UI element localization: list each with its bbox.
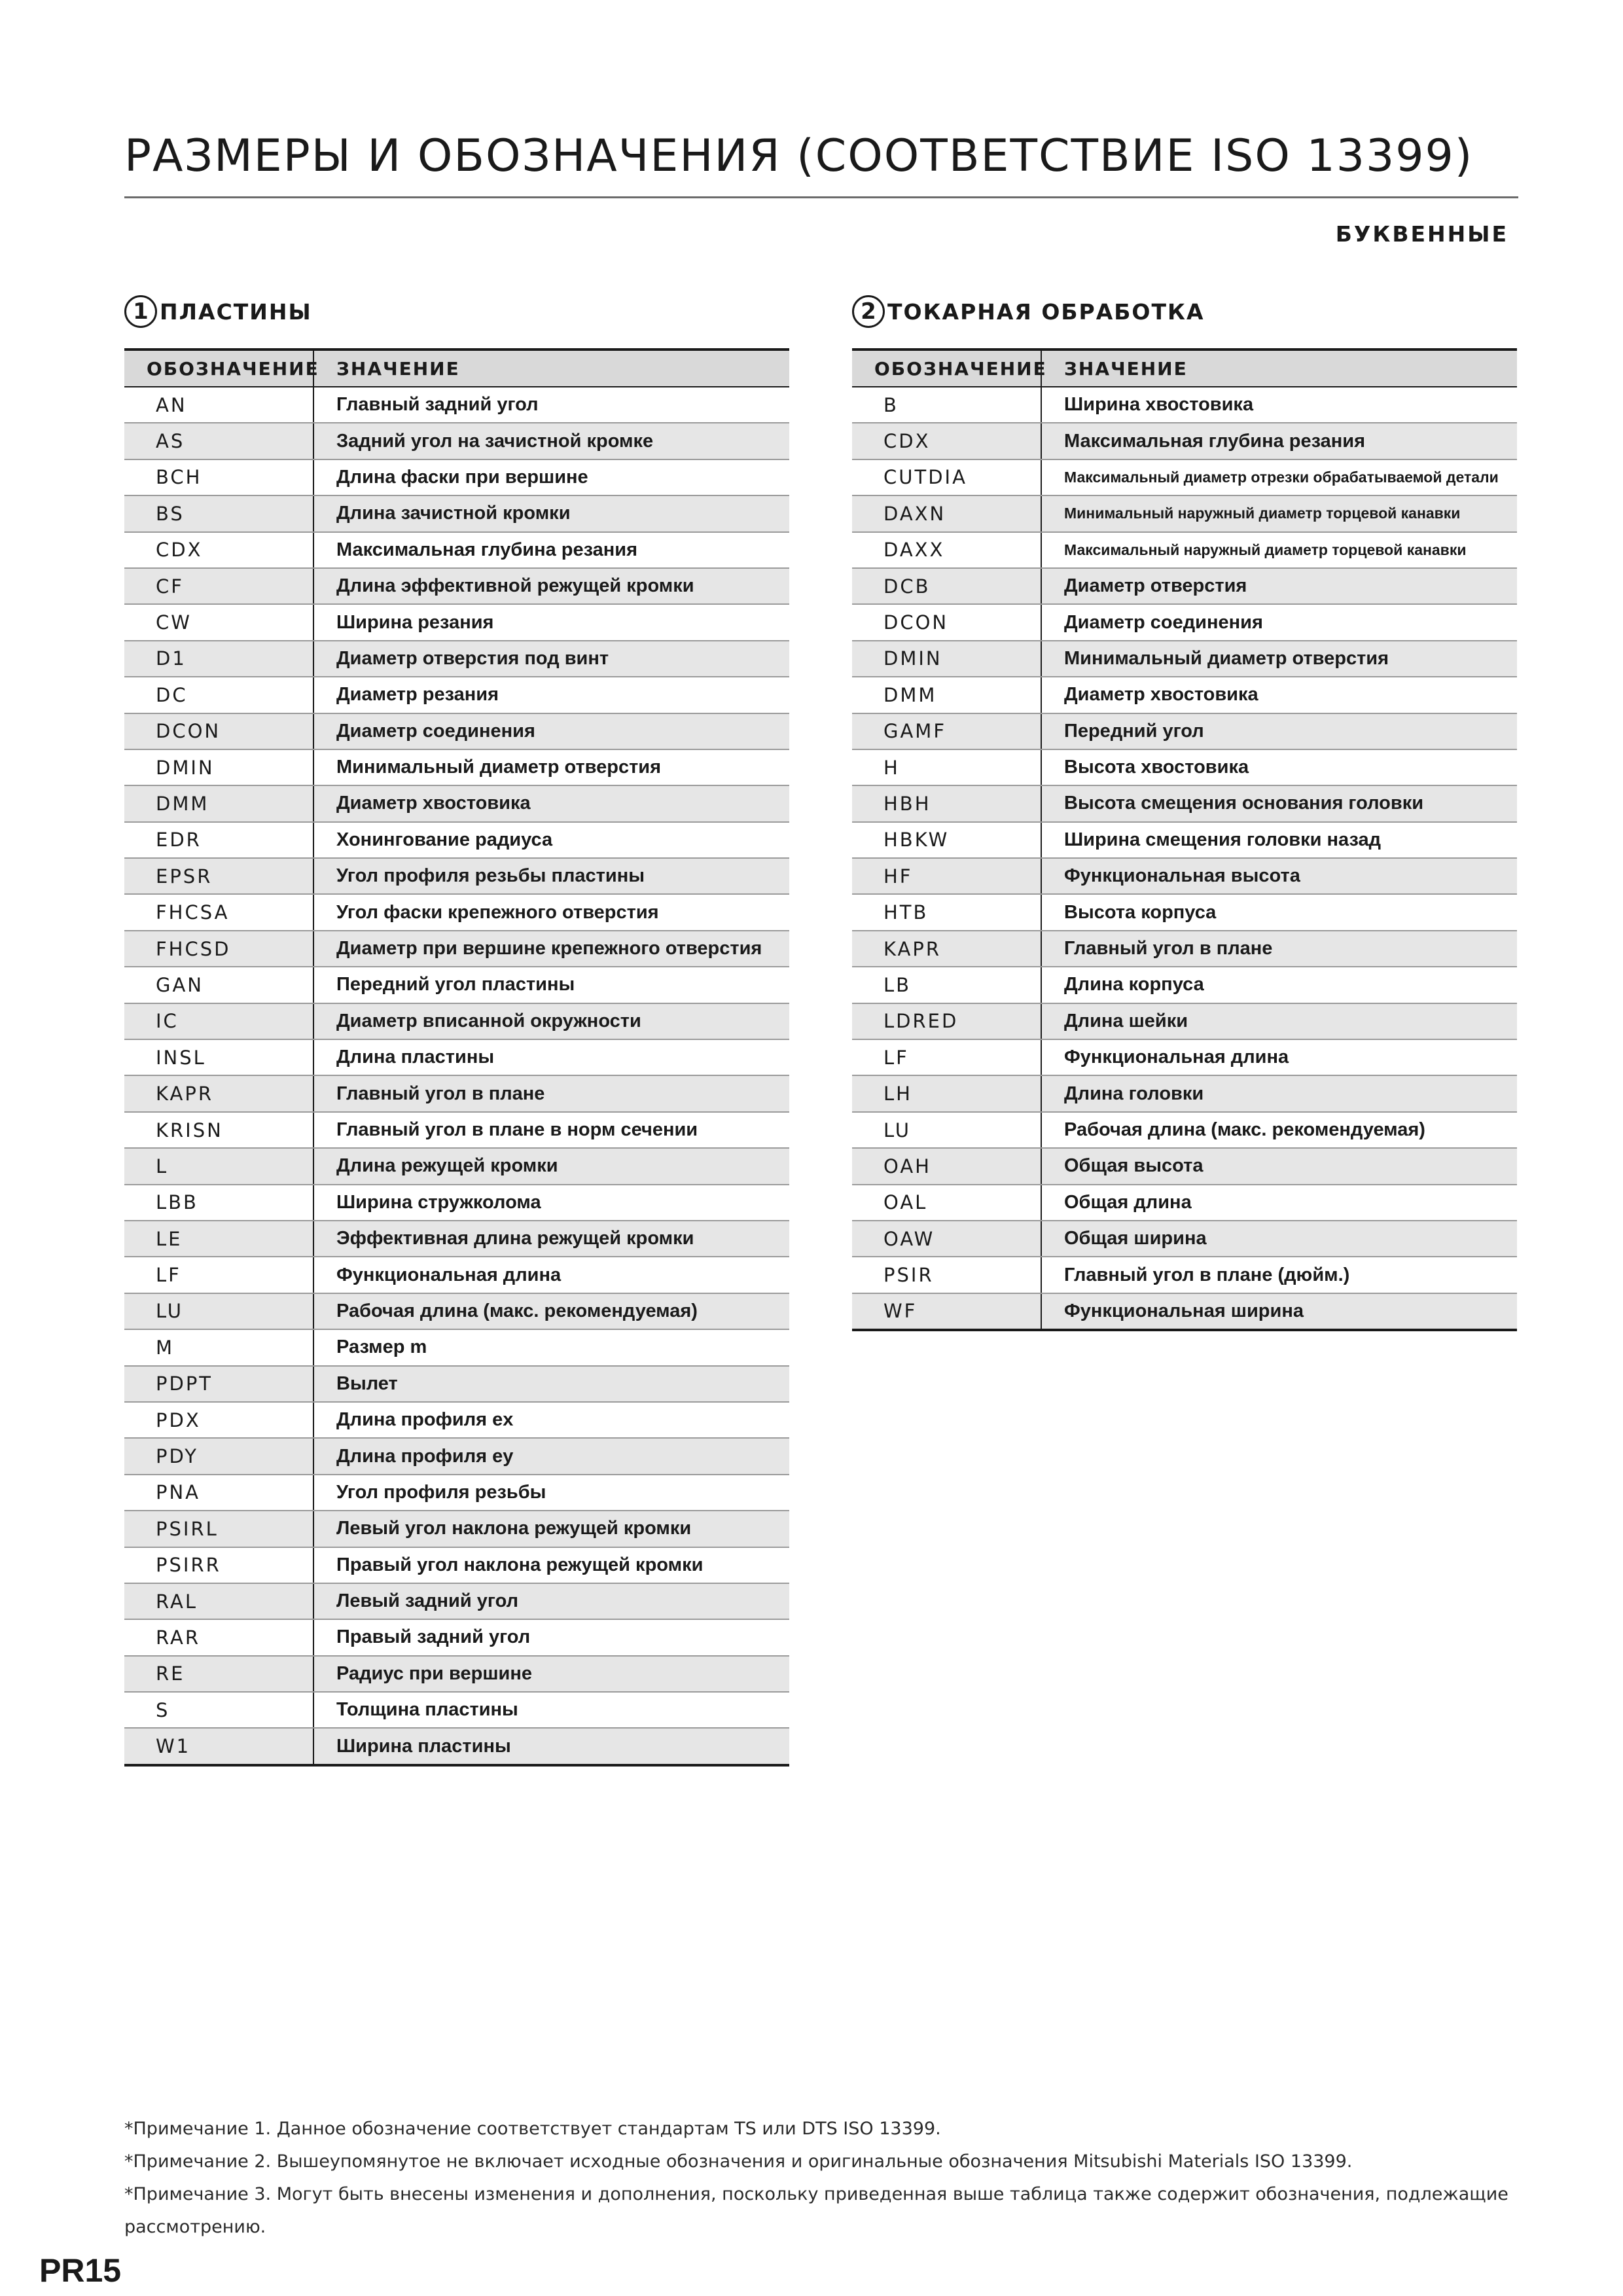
table-row — [124, 1366, 789, 1402]
meaning-cell: Левый угол наклона режущей кромки — [313, 1511, 789, 1547]
designation-cell: OAW — [852, 1221, 1041, 1257]
table-row — [124, 1221, 789, 1257]
meaning-cell: Функциональная ширина — [1041, 1293, 1517, 1330]
meaning-cell: Общая ширина — [1041, 1221, 1517, 1257]
meaning-cell: Главный задний угол — [313, 387, 789, 423]
turning-table-body — [852, 387, 1517, 1330]
designation-cell: INSL — [124, 1039, 313, 1075]
turning-table — [852, 348, 1517, 1331]
table-row — [124, 931, 789, 967]
table-header-row — [852, 350, 1517, 387]
page-number: PR15 — [39, 2252, 122, 2289]
table-row — [852, 641, 1517, 677]
meaning-cell: Минимальный диаметр отверстия — [1041, 641, 1517, 677]
table-row — [124, 1293, 789, 1329]
table-row — [852, 1148, 1517, 1184]
meaning-cell: Общая высота — [1041, 1148, 1517, 1184]
designation-cell: KRISN — [124, 1112, 313, 1148]
designation-cell: PSIRL — [124, 1511, 313, 1547]
meaning-cell: Ширина резания — [313, 604, 789, 640]
meaning-cell: Высота корпуса — [1041, 894, 1517, 930]
designation-cell: B — [852, 387, 1041, 423]
designation-cell: D1 — [124, 641, 313, 677]
table-row — [852, 423, 1517, 459]
table-row — [124, 858, 789, 894]
page-title: РАЗМЕРЫ И ОБОЗНАЧЕНИЯ (СООТВЕТСТВИЕ ISO 13399) — [124, 130, 1474, 182]
footnote: *Примечание 3. Могут быть внесены изменения и дополнения, поскольку приведенная выше таблица также содержит обозначения, подлежащие рассмотрению. — [124, 2184, 1508, 2237]
table-row — [124, 1583, 789, 1619]
table-row — [124, 568, 789, 604]
designation-cell: FHCSD — [124, 931, 313, 967]
designation-cell: DMIN — [852, 641, 1041, 677]
meaning-cell: Хонингование радиуса — [313, 822, 789, 858]
designation-cell: LU — [852, 1112, 1041, 1148]
table-row — [124, 713, 789, 749]
designation-cell: OAL — [852, 1185, 1041, 1221]
meaning-cell: Длина головки — [1041, 1075, 1517, 1111]
designation-cell: DAXN — [852, 495, 1041, 531]
designation-cell: PSIR — [852, 1257, 1041, 1293]
table-row — [852, 495, 1517, 531]
designation-cell: FHCSA — [124, 894, 313, 930]
table-row — [852, 532, 1517, 568]
table-row — [852, 858, 1517, 894]
meaning-cell: Длина корпуса — [1041, 967, 1517, 1003]
meaning-cell: Максимальный наружный диаметр торцевой канавки — [1041, 532, 1517, 568]
meaning-cell: Минимальный диаметр отверстия — [313, 749, 789, 785]
designation-cell: CUTDIA — [852, 459, 1041, 495]
meaning-cell: Функциональная длина — [313, 1257, 789, 1293]
designation-cell: BCH — [124, 459, 313, 495]
designation-cell: GAN — [124, 967, 313, 1003]
designation-cell: BS — [124, 495, 313, 531]
turning-section — [852, 288, 1517, 1331]
meaning-cell: Диаметр резания — [313, 677, 789, 713]
table-row — [124, 1075, 789, 1111]
meaning-cell: Диаметр отверстия — [1041, 568, 1517, 604]
designation-cell: M — [124, 1329, 313, 1365]
inserts-section-header — [124, 288, 789, 335]
table-row — [124, 967, 789, 1003]
meaning-cell: Диаметр хвостовика — [1041, 677, 1517, 713]
turning-section-title: ТОКАРНАЯ ОБРАБОТКА — [887, 298, 1205, 325]
table-row — [852, 713, 1517, 749]
table-row — [852, 967, 1517, 1003]
inserts-section — [124, 288, 789, 1767]
designation-cell: PDY — [124, 1438, 313, 1474]
meaning-cell: Диаметр вписанной окружности — [313, 1003, 789, 1039]
meaning-cell: Длина зачистной кромки — [313, 495, 789, 531]
designation-cell: RAR — [124, 1619, 313, 1655]
table-row — [124, 1257, 789, 1293]
column-header-code: ОБОЗНАЧЕНИЕ — [124, 350, 313, 387]
meaning-cell: Длина фаски при вершине — [313, 459, 789, 495]
table-row — [124, 1511, 789, 1547]
meaning-cell: Задний угол на зачистной кромке — [313, 423, 789, 459]
designation-cell: DMIN — [124, 749, 313, 785]
table-row — [124, 1438, 789, 1474]
meaning-cell: Правый угол наклона режущей кромки — [313, 1547, 789, 1583]
meaning-cell: Диаметр соединения — [313, 713, 789, 749]
meaning-cell: Угол профиля резьбы — [313, 1475, 789, 1511]
designation-cell: DC — [124, 677, 313, 713]
meaning-cell: Длина шейки — [1041, 1003, 1517, 1039]
designation-cell: KAPR — [124, 1075, 313, 1111]
inserts-section-title: ПЛАСТИНЫ — [160, 298, 312, 325]
designation-cell: RAL — [124, 1583, 313, 1619]
table-header-row — [124, 350, 789, 387]
designation-cell: PDX — [124, 1402, 313, 1438]
designation-cell: IC — [124, 1003, 313, 1039]
meaning-cell: Диаметр при вершине крепежного отверстия — [313, 931, 789, 967]
designation-cell: WF — [852, 1293, 1041, 1330]
designation-cell: LDRED — [852, 1003, 1041, 1039]
table-row — [852, 459, 1517, 495]
designation-cell: LU — [124, 1293, 313, 1329]
designation-cell: PNA — [124, 1475, 313, 1511]
meaning-cell: Ширина стружколома — [313, 1185, 789, 1221]
designation-cell: OAH — [852, 1148, 1041, 1184]
meaning-cell: Толщина пластины — [313, 1692, 789, 1728]
table-row — [852, 1257, 1517, 1293]
inserts-table-body — [124, 387, 789, 1765]
table-row — [124, 387, 789, 423]
table-row — [852, 931, 1517, 967]
footnote: *Примечание 1. Данное обозначение соответствует стандартам TS или DTS ISO 13399. — [124, 2119, 941, 2139]
table-row — [852, 822, 1517, 858]
meaning-cell: Минимальный наружный диаметр торцевой канавки — [1041, 495, 1517, 531]
meaning-cell: Длина эффективной режущей кромки — [313, 568, 789, 604]
table-row — [124, 1112, 789, 1148]
designation-cell: CDX — [124, 532, 313, 568]
designation-cell: CDX — [852, 423, 1041, 459]
table-row — [124, 532, 789, 568]
section-number-badge: 2 — [852, 295, 885, 328]
designation-cell: W1 — [124, 1728, 313, 1765]
table-row — [124, 1547, 789, 1583]
meaning-cell: Вылет — [313, 1366, 789, 1402]
table-row — [124, 1728, 789, 1765]
designation-cell: EPSR — [124, 858, 313, 894]
meaning-cell: Ширина смещения головки назад — [1041, 822, 1517, 858]
designation-cell: H — [852, 749, 1041, 785]
meaning-cell: Главный угол в плане в норм сечении — [313, 1112, 789, 1148]
column-header-meaning: ЗНАЧЕНИЕ — [1041, 350, 1517, 387]
designation-cell: HTB — [852, 894, 1041, 930]
meaning-cell: Ширина пластины — [313, 1728, 789, 1765]
meaning-cell: Радиус при вершине — [313, 1656, 789, 1692]
table-row — [124, 1329, 789, 1365]
table-row — [124, 1402, 789, 1438]
table-row — [852, 1003, 1517, 1039]
table-row — [124, 894, 789, 930]
table-row — [124, 785, 789, 821]
meaning-cell: Угол профиля резьбы пластины — [313, 858, 789, 894]
column-header-code: ОБОЗНАЧЕНИЕ — [852, 350, 1041, 387]
designation-cell: HBH — [852, 785, 1041, 821]
designation-cell: LF — [124, 1257, 313, 1293]
category-label: БУКВЕННЫЕ — [1335, 221, 1508, 247]
meaning-cell: Диаметр хвостовика — [313, 785, 789, 821]
footnotes — [124, 2113, 1518, 2244]
meaning-cell: Ширина хвостовика — [1041, 387, 1517, 423]
meaning-cell: Длина пластины — [313, 1039, 789, 1075]
turning-section-header — [852, 288, 1517, 335]
designation-cell: DCON — [124, 713, 313, 749]
table-row — [852, 1293, 1517, 1330]
designation-cell: PDPT — [124, 1366, 313, 1402]
meaning-cell: Главный угол в плане — [313, 1075, 789, 1111]
designation-cell: CF — [124, 568, 313, 604]
section-number-badge: 1 — [124, 295, 157, 328]
designation-cell: CW — [124, 604, 313, 640]
designation-cell: LE — [124, 1221, 313, 1257]
designation-cell: LBB — [124, 1185, 313, 1221]
meaning-cell: Передний угол — [1041, 713, 1517, 749]
meaning-cell: Длина режущей кромки — [313, 1148, 789, 1184]
table-row — [124, 1185, 789, 1221]
designation-cell: EDR — [124, 822, 313, 858]
designation-cell: AS — [124, 423, 313, 459]
table-row — [852, 749, 1517, 785]
meaning-cell: Передний угол пластины — [313, 967, 789, 1003]
table-row — [124, 677, 789, 713]
meaning-cell: Максимальный диаметр отрезки обрабатываемой детали — [1041, 459, 1517, 495]
meaning-cell: Функциональная высота — [1041, 858, 1517, 894]
designation-cell: PSIRR — [124, 1547, 313, 1583]
meaning-cell: Размер m — [313, 1329, 789, 1365]
meaning-cell: Главный угол в плане (дюйм.) — [1041, 1257, 1517, 1293]
designation-cell: DCON — [852, 604, 1041, 640]
designation-cell: LH — [852, 1075, 1041, 1111]
designation-cell: DAXX — [852, 532, 1041, 568]
meaning-cell: Угол фаски крепежного отверстия — [313, 894, 789, 930]
meaning-cell: Правый задний угол — [313, 1619, 789, 1655]
designation-cell: LB — [852, 967, 1041, 1003]
designation-cell: RE — [124, 1656, 313, 1692]
table-row — [852, 677, 1517, 713]
meaning-cell: Рабочая длина (макс. рекомендуемая) — [313, 1293, 789, 1329]
table-row — [124, 1619, 789, 1655]
title-divider — [124, 196, 1518, 198]
footnote: *Примечание 2. Вышеупомянутое не включает исходные обозначения и оригинальные обозначения Mitsubishi Materials ISO 13399. — [124, 2151, 1353, 2172]
meaning-cell: Высота хвостовика — [1041, 749, 1517, 785]
table-row — [124, 604, 789, 640]
table-row — [124, 423, 789, 459]
meaning-cell: Функциональная длина — [1041, 1039, 1517, 1075]
meaning-cell: Максимальная глубина резания — [1041, 423, 1517, 459]
table-row — [124, 1003, 789, 1039]
designation-cell: HBKW — [852, 822, 1041, 858]
meaning-cell: Эффективная длина режущей кромки — [313, 1221, 789, 1257]
table-row — [852, 1075, 1517, 1111]
table-row — [852, 1185, 1517, 1221]
table-row — [124, 749, 789, 785]
table-row — [124, 1148, 789, 1184]
meaning-cell: Высота смещения основания головки — [1041, 785, 1517, 821]
meaning-cell: Длина профиля ey — [313, 1438, 789, 1474]
table-row — [124, 1692, 789, 1728]
table-row — [852, 1112, 1517, 1148]
table-row — [852, 604, 1517, 640]
table-row — [124, 822, 789, 858]
table-row — [852, 1221, 1517, 1257]
table-row — [852, 387, 1517, 423]
designation-cell: DCB — [852, 568, 1041, 604]
designation-cell: S — [124, 1692, 313, 1728]
designation-cell: KAPR — [852, 931, 1041, 967]
table-row — [124, 1656, 789, 1692]
table-row — [124, 495, 789, 531]
designation-cell: AN — [124, 387, 313, 423]
table-row — [124, 1039, 789, 1075]
designation-cell: HF — [852, 858, 1041, 894]
table-row — [852, 568, 1517, 604]
table-row — [124, 1475, 789, 1511]
designation-cell: L — [124, 1148, 313, 1184]
designation-cell: DMM — [852, 677, 1041, 713]
meaning-cell: Диаметр отверстия под винт — [313, 641, 789, 677]
table-row — [852, 894, 1517, 930]
table-row — [124, 459, 789, 495]
meaning-cell: Рабочая длина (макс. рекомендуемая) — [1041, 1112, 1517, 1148]
table-row — [124, 641, 789, 677]
meaning-cell: Главный угол в плане — [1041, 931, 1517, 967]
designation-cell: GAMF — [852, 713, 1041, 749]
designation-cell: DMM — [124, 785, 313, 821]
meaning-cell: Диаметр соединения — [1041, 604, 1517, 640]
table-row — [852, 1039, 1517, 1075]
meaning-cell: Левый задний угол — [313, 1583, 789, 1619]
table-row — [852, 785, 1517, 821]
inserts-table — [124, 348, 789, 1767]
column-header-meaning: ЗНАЧЕНИЕ — [313, 350, 789, 387]
designation-cell: LF — [852, 1039, 1041, 1075]
meaning-cell: Общая длина — [1041, 1185, 1517, 1221]
meaning-cell: Длина профиля ex — [313, 1402, 789, 1438]
meaning-cell: Максимальная глубина резания — [313, 532, 789, 568]
